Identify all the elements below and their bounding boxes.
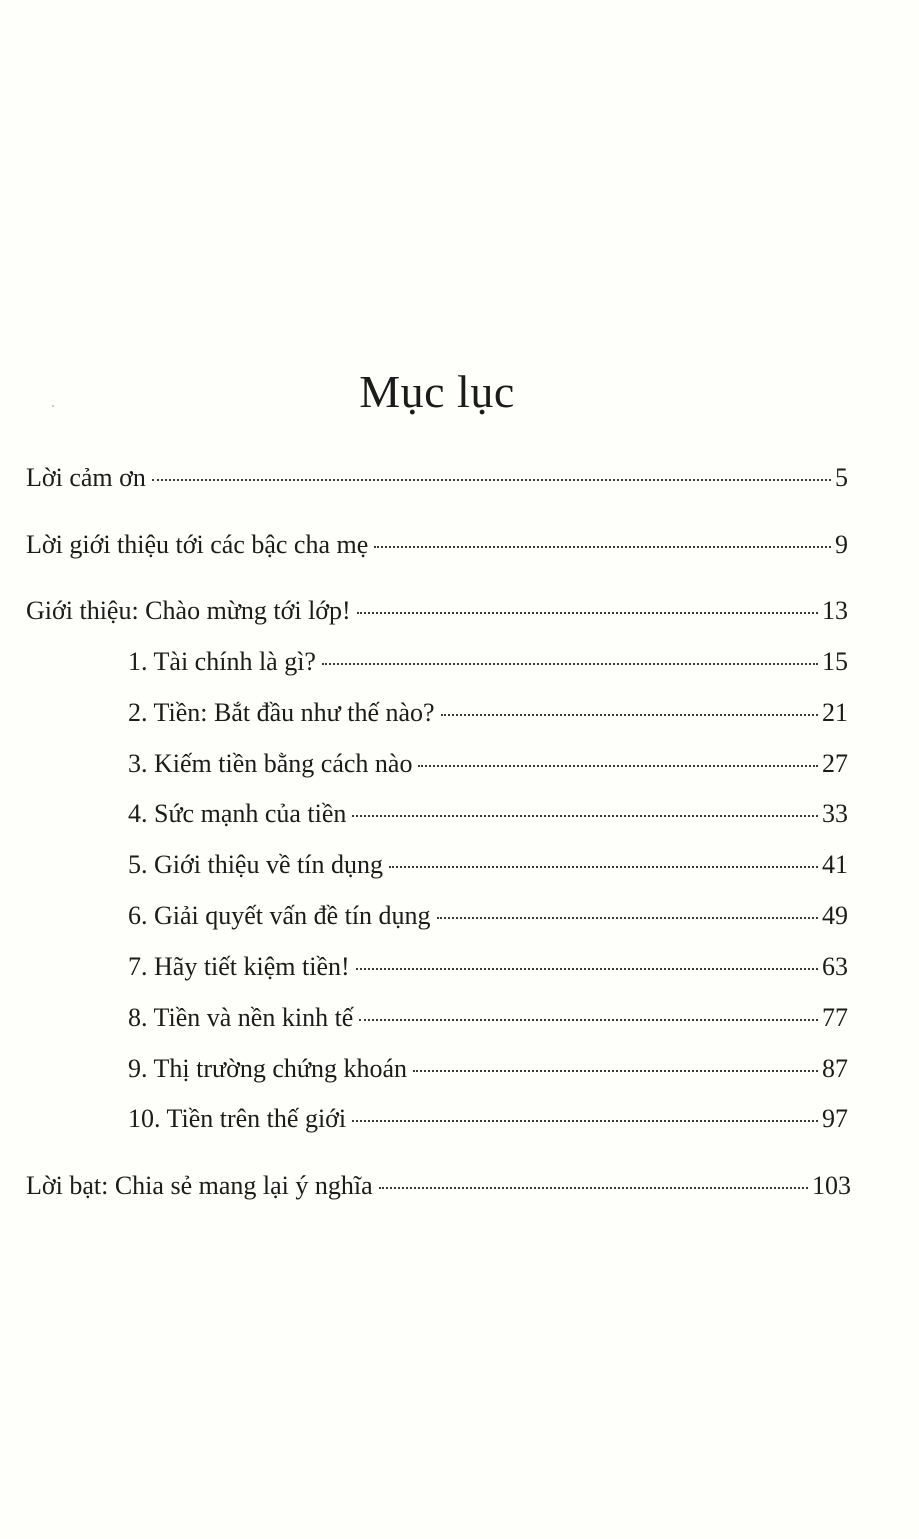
dot-leader xyxy=(441,714,818,716)
toc-entry-label: Lời bạt: Chia sẻ mang lại ý nghĩa xyxy=(26,1171,373,1200)
toc-entry-page: 63 xyxy=(822,952,848,981)
dot-leader xyxy=(379,1187,808,1189)
toc-entry-page: 13 xyxy=(822,596,848,625)
toc-entry-page: 15 xyxy=(822,647,848,676)
toc-entry-chapter-1[interactable] xyxy=(128,645,848,679)
toc-entry-label: 8. Tiền và nền kinh tế xyxy=(128,1003,354,1032)
toc-entry-chapter-9[interactable] xyxy=(128,1052,848,1086)
toc-entry-chapter-10[interactable] xyxy=(128,1102,848,1136)
dot-leader xyxy=(152,479,831,481)
toc-entry-label: 3. Kiếm tiền bằng cách nào xyxy=(128,749,413,778)
dot-leader xyxy=(418,765,818,767)
toc-entry-label: 5. Giới thiệu về tín dụng xyxy=(128,850,383,879)
toc-entry-label: Giới thiệu: Chào mừng tới lớp! xyxy=(26,596,351,625)
dot-leader xyxy=(356,968,818,970)
dot-leader xyxy=(359,1019,818,1021)
toc-entry-label: 4. Sức mạnh của tiền xyxy=(128,799,347,828)
toc-entry-chapter-2[interactable] xyxy=(128,696,848,730)
toc-entry-afterword[interactable] xyxy=(26,1169,851,1203)
toc-entry-page: 5 xyxy=(835,463,848,492)
toc-entry-page: 41 xyxy=(822,850,848,879)
toc-entry-page: 27 xyxy=(822,749,848,778)
dot-leader xyxy=(357,612,818,614)
toc-entry-label: 2. Tiền: Bắt đầu như thế nào? xyxy=(128,698,435,727)
toc-entry-label: 1. Tài chính là gì? xyxy=(128,647,316,676)
dot-leader xyxy=(352,1120,818,1122)
dot-leader xyxy=(352,815,818,817)
toc-entry-chapter-8[interactable] xyxy=(128,1001,848,1035)
toc-entry-page: 97 xyxy=(822,1104,848,1133)
toc-entry-intro-class[interactable] xyxy=(26,594,848,628)
dot-leader xyxy=(437,917,818,919)
toc-entry-label: 9. Thị trường chứng khoán xyxy=(128,1054,408,1083)
toc-entry-page: 77 xyxy=(822,1003,848,1032)
toc-entry-chapter-4[interactable] xyxy=(128,797,848,831)
toc-entry-label: 7. Hãy tiết kiệm tiền! xyxy=(128,952,350,981)
toc-entry-label: Lời giới thiệu tới các bậc cha mẹ xyxy=(26,530,369,559)
toc-entry-acknowledgements[interactable] xyxy=(26,461,848,495)
toc-entry-label: 6. Giải quyết vấn đề tín dụng xyxy=(128,901,431,930)
toc-entry-intro-parents[interactable] xyxy=(26,528,848,562)
toc-entry-label: Lời cảm ơn xyxy=(26,463,146,492)
dot-leader xyxy=(374,546,831,548)
toc-entry-chapter-7[interactable] xyxy=(128,950,848,984)
dot-leader xyxy=(413,1070,818,1072)
dot-leader xyxy=(389,866,818,868)
page-title: Mục lục xyxy=(359,366,515,417)
toc-entry-chapter-6[interactable] xyxy=(128,899,848,933)
toc-entry-page: 87 xyxy=(822,1054,848,1083)
toc-entry-page: 21 xyxy=(822,698,848,727)
toc-entry-label: 10. Tiền trên thế giới xyxy=(128,1104,347,1133)
dot-leader xyxy=(322,663,818,665)
toc-entry-page: 9 xyxy=(835,530,848,559)
toc-entry-chapter-3[interactable] xyxy=(128,747,848,781)
toc-entry-page: 103 xyxy=(812,1171,851,1200)
toc-entry-chapter-5[interactable] xyxy=(128,848,848,882)
toc-entry-page: 49 xyxy=(822,901,848,930)
toc-entry-page: 33 xyxy=(822,799,848,828)
